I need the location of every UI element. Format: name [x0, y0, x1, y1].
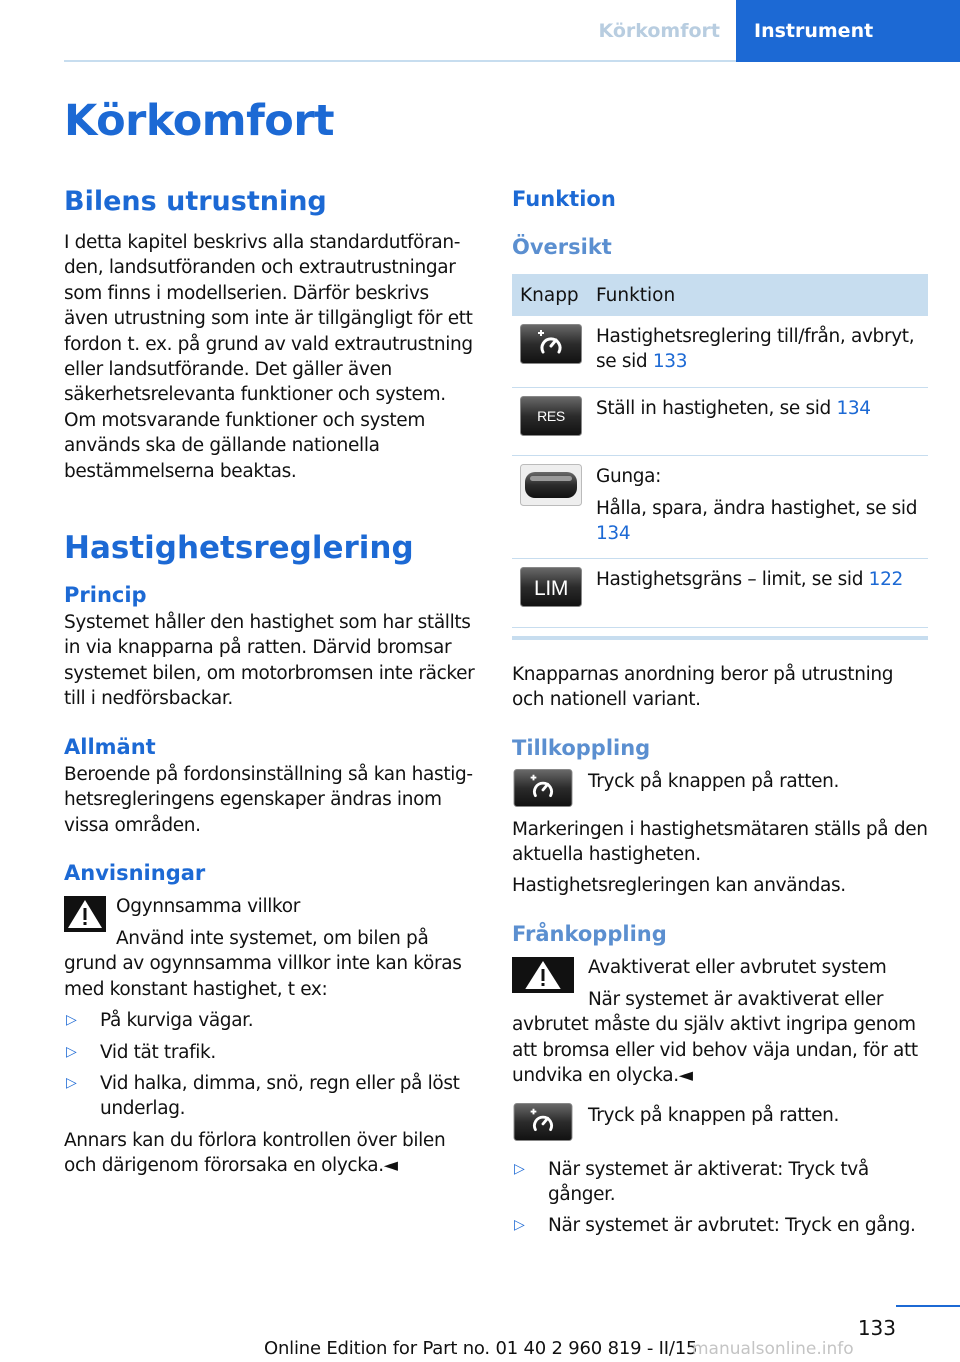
on-heading: Tillkoppling — [512, 735, 651, 760]
on-text-1: Markeringen i hastighetsmätaren ställs på den aktuella hastigheten. — [512, 818, 928, 866]
general-heading: Allmänt — [64, 734, 156, 759]
bullet-triangle-icon: ▷ — [66, 1012, 77, 1029]
list-item: ▷ Vid tät trafik. — [64, 1040, 478, 1065]
column-header-function: Funktion — [588, 274, 928, 316]
equipment-heading: Bilens utrustning — [64, 186, 327, 217]
on-press-row — [512, 769, 928, 807]
cruise-control-button-icon — [512, 1103, 574, 1141]
off-heading: Frånkoppling — [512, 921, 667, 946]
off-press-row — [512, 1103, 928, 1141]
res-button-label: RES — [537, 407, 565, 424]
on-press-text: Tryck på knappen på ratten. — [588, 770, 840, 792]
table-row: RES Ställ in hastigheten, se sid 134 — [512, 387, 928, 455]
bullet-triangle-icon: ▷ — [514, 1217, 525, 1234]
principle-heading: Princip — [64, 583, 147, 608]
column-header-button: Knapp — [512, 274, 588, 316]
table-row: LIM Hastighetsgräns – limit, se sid 122 — [512, 559, 928, 627]
list-item: ▷ Vid halka, dimma, snö, regn eller på löst underlag. — [64, 1071, 478, 1122]
cruise-control-button-icon — [520, 324, 582, 364]
res-button-icon — [520, 396, 582, 436]
bullet-triangle-icon: ▷ — [66, 1074, 77, 1091]
lim-button-label: LIM — [534, 577, 568, 601]
table-row: Hastighetsreglering till/från, avbryt, se sid 133 — [512, 316, 928, 387]
edition-note: Online Edition for Part no. 01 40 2 960 819 - II/15 — [264, 1338, 698, 1359]
warning-triangle-icon — [512, 957, 574, 993]
off-warning-block — [512, 955, 928, 1089]
off-warning-text: När systemet är avaktiverat eller avbrutet måste du själv aktivt ingripa genom att bromsa eller vid behov väja undan, för att undvika en olycka.◄ — [512, 988, 918, 1087]
rocker-switch-icon — [520, 464, 582, 506]
right-column — [512, 184, 928, 1239]
list-item: ▷ När systemet är avbrutet: Tryck en gång. — [512, 1213, 928, 1238]
list-item: ▷ När systemet är aktiverat: Tryck två gånger. — [512, 1157, 928, 1208]
breadcrumb-section[interactable]: Körkomfort — [598, 20, 720, 42]
watermark: manualsonline.info — [692, 1339, 854, 1359]
warning-triangle-icon — [64, 896, 106, 932]
list-item: ▷ På kurviga vägar. — [64, 1008, 478, 1033]
closing-text: Annars kan du förlora kontrollen över bilen och därigenom förorsaka en olycka.◄ — [64, 1129, 446, 1177]
warning-block — [64, 894, 478, 1002]
bullet-triangle-icon: ▷ — [66, 1043, 77, 1060]
off-press-text: Tryck på knappen på ratten. — [588, 1104, 840, 1126]
bullet-triangle-icon: ▷ — [514, 1160, 525, 1177]
table-row: Gunga: Hålla, spara, ändra hastighet, se sid 134 — [512, 456, 928, 559]
principle-text: Systemet håller den hastighet som har ställts in via knapparna på ratten. Därvid bromsar systemet bilen, om motorbromsen inte räcker till i nedförsbackar. — [64, 612, 475, 710]
table-end-rule — [512, 636, 928, 640]
left-column — [64, 184, 478, 1179]
general-text: Beroende på fordonsinställning så kan hastighetsregleringens egenskaper ändras inom vissa områden. — [64, 763, 474, 836]
cruise-control-button-icon — [512, 769, 574, 807]
conditions-list — [64, 1008, 478, 1122]
page-number: 133 — [857, 1316, 896, 1340]
page-link[interactable]: 134 — [596, 523, 631, 545]
page-link[interactable]: 122 — [868, 569, 903, 591]
page-title: Körkomfort — [64, 96, 335, 146]
equipment-text: I detta kapitel beskrivs alla standardutföranden, landsutföranden och extrautrustningar som finns i modellserien. Därför beskrivs även utrustning som inte är tillgängligt för ett fordon t. ex. på grund av vald extrautrustning eller landsutförande. Det gäller även säkerhetsrelevanta funktioner och system. Om motsvarande funktioner och system används ska de gällande nationella bestämmelserna beaktas. — [64, 232, 473, 482]
off-list — [512, 1157, 928, 1239]
breadcrumb-chapter-tab[interactable]: Instrument — [736, 0, 960, 62]
notes-heading: Anvisningar — [64, 860, 206, 885]
warning-text: Använd inte systemet, om bilen på grund av ogynnsamma villkor inte kan köras med konstant hastighet, t ex: — [64, 927, 462, 1000]
arrangement-text: Knapparnas anordning beror på utrustning och nationell variant. — [512, 663, 894, 711]
page-link[interactable]: 134 — [836, 397, 871, 419]
function-table — [512, 274, 928, 628]
on-text-2: Hastighetsregleringen kan användas. — [512, 875, 846, 897]
lim-button-icon — [520, 567, 582, 607]
page-link[interactable]: 133 — [652, 351, 688, 373]
function-heading: Funktion — [512, 187, 616, 211]
warning-title: Ogynnsamma villkor — [116, 895, 300, 917]
overview-heading: Översikt — [512, 235, 612, 259]
table-header-row — [512, 274, 928, 316]
cruise-heading: Hastighetsreglering — [64, 530, 414, 567]
footer-rule — [896, 1305, 960, 1307]
off-warning-title: Avaktiverat eller avbrutet system — [588, 956, 887, 978]
